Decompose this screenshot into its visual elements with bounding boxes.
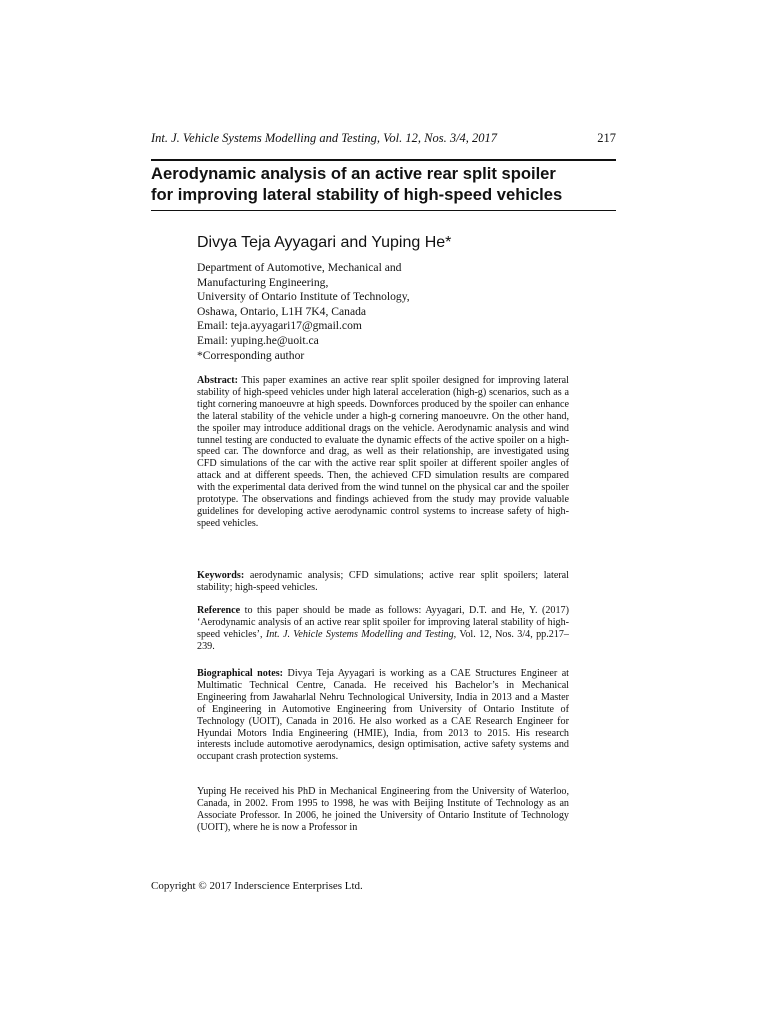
reference-journal: Int. J. Vehicle Systems Modelling and Testing: [265, 628, 454, 640]
authors: Divya Teja Ayyagari and Yuping He*: [197, 234, 452, 251]
citation-reference: [197, 605, 569, 653]
biographical-notes: [197, 668, 569, 763]
email-line: Email: yuping.he@uoit.ca: [197, 333, 319, 347]
abstract-text: This paper examines an active rear split spoiler designed for improving lateral stability of high-speed vehicles under high lateral acceleration (high-g) scenarios, such as a tight cornering manoeuvre at high speeds. Downforces produced by the spoiler can enhance the lateral stability of the vehicle under a high-g cornering manoeuvre. On the other hand, the spoiler may introduce additional drags on the vehicle. Aerodynamic analysis and wind tunnel testing are conducted to evaluate the dynamic effects of the active spoiler on a high-speed car. The downforce and drag, as well as their relationship, are investigated using CFD simulations of the car with the active rear split spoiler at different spoiler angles of attack and at different speeds. Then, the achieved CFD simulation results are compared with the experimental data derived from the wind tunnel on the physical car and the spoiler prototype. The observations and findings achieved from the study may provide valuable guidelines for developing active aerodynamic control systems to increase safety of high-speed vehicles.: [197, 375, 569, 529]
page-number: 217: [597, 131, 616, 145]
journal-citation: Int. J. Vehicle Systems Modelling and Testing, Vol. 12, Nos. 3/4, 2017: [151, 131, 498, 145]
title-rule-top: [151, 159, 616, 161]
email-line: Email: teja.ayyagari17@gmail.com: [197, 319, 362, 333]
abstract: [197, 375, 569, 530]
reference-text: to this paper should be made as follows: Ayyagari, D.T. and He, Y. (2017) ‘Aerodynamic analysis of an active rear split spoiler for improving lateral stability of high-speed vehicles’,: [197, 605, 569, 640]
bio-text-author-1: Divya Teja Ayyagari is working as a CAE Structures Engineer at Multimatic Technical Centre, Canada. He received his Bachelor’s in Mechanical Engineering from Jawaharlal Nehru Technological University, India in 2013 and a Master of Engineering in Automotive Engineering from University of Ontario Institute of Technology (UOIT), Canada in 2016. He also worked as a CAE Research Engineer for Hyundai Motors India Engineering (HMIE), India, from 2013 to 2015. His research interests include automotive aerodynamics, design optimisation, active safety systems and occupant crash protection systems.: [197, 668, 569, 763]
title-line-1: Aerodynamic analysis of an active rear split spoiler: [151, 164, 556, 183]
paper-title: [151, 163, 621, 205]
reference-label: Reference: [197, 605, 241, 616]
abstract-label: Abstract:: [197, 375, 239, 386]
affiliation-line: University of Ontario Institute of Technology,: [197, 290, 410, 304]
affiliation-line: Manufacturing Engineering,: [197, 275, 329, 289]
corresponding-author-note: *Corresponding author: [197, 348, 305, 362]
keywords-label: Keywords:: [197, 570, 245, 581]
running-header: [151, 131, 616, 147]
title-rule-bottom: [151, 210, 616, 211]
reference-volume: , Vol. 12, Nos. 3/4, pp.217–239.: [197, 628, 569, 652]
affiliation-line: Oshawa, Ontario, L1H 7K4, Canada: [197, 304, 367, 318]
affiliation: [197, 261, 410, 363]
bio-author-2: [197, 786, 569, 834]
bio-text-author-2: Yuping He received his PhD in Mechanical Engineering from the University of Waterloo, Canada, in 2002. From 1995 to 1998, he was with Beijing Institute of Technology as an Associate Professor. In 2006, he joined the University of Ontario Institute of Technology (UOIT), where he is now a Professor in: [197, 786, 569, 833]
copyright-footer: Copyright © 2017 Inderscience Enterprises Ltd.: [151, 880, 363, 892]
keywords-text: aerodynamic analysis; CFD simulations; active rear split spoilers; lateral stability; high-speed vehicles.: [197, 570, 569, 593]
keywords: [197, 570, 569, 594]
bio-label: Biographical notes:: [197, 668, 284, 679]
affiliation-line: Department of Automotive, Mechanical and: [197, 261, 402, 274]
title-line-2: for improving lateral stability of high-speed vehicles: [151, 185, 563, 204]
